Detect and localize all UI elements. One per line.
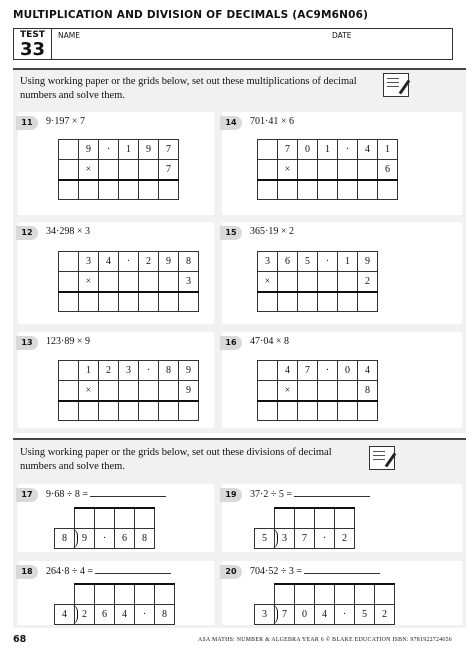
grid-cell[interactable] <box>318 292 338 312</box>
question-card-12 <box>18 222 214 324</box>
question-number: 14 <box>220 116 242 130</box>
grid-cell[interactable]: × <box>278 381 298 401</box>
answer-row <box>255 584 395 604</box>
question-card-15 <box>222 222 462 324</box>
grid-cell[interactable] <box>119 272 139 292</box>
dividend-cell: · <box>335 604 355 624</box>
answer-cell[interactable] <box>135 584 155 604</box>
dividend-cell: 7 <box>295 528 315 548</box>
working-grid[interactable] <box>58 360 199 421</box>
divisor-cell: 8 <box>55 528 75 548</box>
question-card-13 <box>18 332 214 428</box>
question-card-16 <box>222 332 462 428</box>
grid-cell[interactable] <box>79 401 99 421</box>
division-grid[interactable] <box>254 583 395 625</box>
answer-cell[interactable] <box>75 508 95 528</box>
question-number: 18 <box>16 565 38 579</box>
divisor-cell: 3 <box>255 604 275 624</box>
grid-cell[interactable] <box>358 180 378 200</box>
grid-cell[interactable] <box>318 381 338 401</box>
grid-cell[interactable] <box>159 401 179 421</box>
grid-cell[interactable] <box>59 381 79 401</box>
grid-cell[interactable]: 3 <box>179 272 199 292</box>
grid-cell[interactable] <box>139 272 159 292</box>
grid-cell[interactable] <box>298 401 318 421</box>
answer-line[interactable] <box>294 488 370 497</box>
grid-cell[interactable] <box>159 292 179 312</box>
question-text: 123·89 × 9 <box>46 336 90 347</box>
grid-row <box>258 160 398 180</box>
question-text <box>250 488 370 500</box>
question-number: 17 <box>16 488 38 502</box>
grid-row <box>258 361 378 381</box>
grid-cell[interactable] <box>99 160 119 180</box>
dividend-cell: · <box>135 604 155 624</box>
date-label: DATE <box>332 31 352 40</box>
question-card-17 <box>18 484 214 552</box>
grid-cell[interactable] <box>298 160 318 180</box>
question-number: 20 <box>220 565 242 579</box>
grid-cell[interactable] <box>59 252 79 272</box>
grid-cell[interactable]: 7 <box>159 160 179 180</box>
grid-row <box>258 401 378 421</box>
question-card-11 <box>18 112 214 215</box>
grid-cell[interactable]: 1 <box>79 361 99 381</box>
grid-cell[interactable] <box>179 401 199 421</box>
answer-row <box>255 508 355 528</box>
page-title: MULTIPLICATION AND DIVISION OF DECIMALS (AC9M6N06) <box>13 9 369 21</box>
grid-cell[interactable] <box>119 180 139 200</box>
grid-cell[interactable] <box>258 292 278 312</box>
grid-cell[interactable] <box>278 180 298 200</box>
grid-cell[interactable] <box>99 292 119 312</box>
answer-row <box>55 584 175 604</box>
grid-cell[interactable] <box>59 272 79 292</box>
grid-cell[interactable] <box>338 272 358 292</box>
grid-row <box>59 272 199 292</box>
grid-cell[interactable]: 7 <box>298 361 318 381</box>
question-expression: 264·8 ÷ 4 = <box>46 566 93 577</box>
grid-cell[interactable] <box>99 381 119 401</box>
grid-cell[interactable] <box>79 180 99 200</box>
grid-cell[interactable]: · <box>139 361 159 381</box>
test-number: 33 <box>19 39 46 60</box>
grid-row <box>59 401 199 421</box>
multiplication-instruction: Using working paper or the grids below, set out these multiplications of decimal numbers and solve them. <box>20 76 357 101</box>
grid-cell[interactable]: × <box>258 272 278 292</box>
grid-cell[interactable]: 9 <box>179 361 199 381</box>
grid-cell[interactable] <box>298 292 318 312</box>
question-text: 34·298 × 3 <box>46 226 90 237</box>
grid-row <box>258 381 378 401</box>
grid-cell[interactable]: 8 <box>358 381 378 401</box>
grid-cell[interactable] <box>59 361 79 381</box>
answer-cell[interactable] <box>295 584 315 604</box>
dividend-cell: 0 <box>295 604 315 624</box>
grid-cell[interactable]: 2 <box>358 272 378 292</box>
grid-cell[interactable]: 3 <box>119 361 139 381</box>
grid-cell[interactable]: 2 <box>139 252 159 272</box>
grid-cell[interactable] <box>99 180 119 200</box>
working-grid[interactable] <box>58 251 199 312</box>
grid-cell[interactable]: 7 <box>278 140 298 160</box>
answer-cell[interactable] <box>135 508 155 528</box>
grid-cell[interactable] <box>79 292 99 312</box>
dividend-row <box>55 604 175 624</box>
grid-row <box>59 180 179 200</box>
answer-cell[interactable] <box>95 508 115 528</box>
grid-cell[interactable]: 8 <box>179 252 199 272</box>
question-number: 12 <box>16 226 38 240</box>
question-text <box>46 488 166 500</box>
grid-cell[interactable]: 3 <box>79 252 99 272</box>
grid-cell[interactable] <box>139 292 159 312</box>
grid-cell[interactable]: 4 <box>358 140 378 160</box>
grid-cell[interactable] <box>179 292 199 312</box>
test-label: TEST <box>20 30 45 40</box>
grid-cell[interactable] <box>318 180 338 200</box>
grid-cell[interactable] <box>119 160 139 180</box>
grid-cell[interactable] <box>318 401 338 421</box>
grid-cell[interactable] <box>298 180 318 200</box>
working-grid[interactable] <box>257 139 398 200</box>
question-card-20 <box>222 561 462 625</box>
grid-cell[interactable]: 4 <box>278 361 298 381</box>
footer-credit: ASA MATHS: NUMBER & ALGEBRA YEAR 6 © BLAKE EDUCATION ISBN: 9781922724656 <box>198 637 452 643</box>
division-grid[interactable] <box>54 507 155 549</box>
question-text <box>250 565 380 577</box>
grid-cell[interactable] <box>139 160 159 180</box>
grid-cell[interactable]: 0 <box>338 361 358 381</box>
grid-cell[interactable]: · <box>338 140 358 160</box>
spacer-cell <box>255 508 275 528</box>
grid-cell[interactable] <box>318 272 338 292</box>
grid-cell[interactable] <box>358 160 378 180</box>
question-card-19 <box>222 484 462 552</box>
answer-cell[interactable] <box>335 584 355 604</box>
page-number: 68 <box>13 634 27 645</box>
dividend-cell: 2 <box>75 604 95 624</box>
name-date-bar <box>13 28 453 60</box>
division-grid[interactable] <box>54 583 175 625</box>
grid-cell[interactable] <box>258 401 278 421</box>
grid-cell[interactable]: × <box>79 160 99 180</box>
spacer-cell <box>55 584 75 604</box>
grid-row <box>258 252 378 272</box>
working-grid[interactable] <box>58 139 179 200</box>
dividend-cell: 6 <box>115 528 135 548</box>
grid-cell[interactable]: 4 <box>99 252 119 272</box>
grid-cell[interactable]: · <box>99 140 119 160</box>
dividend-cell: · <box>95 528 115 548</box>
answer-cell[interactable] <box>275 508 295 528</box>
grid-cell[interactable] <box>99 272 119 292</box>
grid-row <box>258 180 398 200</box>
grid-cell[interactable]: 1 <box>119 140 139 160</box>
grid-cell[interactable] <box>59 140 79 160</box>
grid-cell[interactable]: 7 <box>159 140 179 160</box>
dividend-cell: 9 <box>75 528 95 548</box>
dividend-cell: 4 <box>115 604 135 624</box>
grid-cell[interactable]: 9 <box>79 140 99 160</box>
grid-cell[interactable] <box>59 401 79 421</box>
grid-cell[interactable] <box>258 140 278 160</box>
grid-cell[interactable] <box>139 381 159 401</box>
grid-cell[interactable] <box>139 401 159 421</box>
dividend-cell: 8 <box>155 604 175 624</box>
grid-cell[interactable]: 5 <box>298 252 318 272</box>
grid-cell[interactable] <box>258 381 278 401</box>
divisor-cell: 5 <box>255 528 275 548</box>
working-grid[interactable] <box>257 360 378 421</box>
grid-cell[interactable] <box>59 160 79 180</box>
grid-cell[interactable] <box>159 381 179 401</box>
grid-cell[interactable] <box>358 292 378 312</box>
answer-cell[interactable] <box>155 584 175 604</box>
question-expression: 704·52 ÷ 3 = <box>250 566 302 577</box>
grid-cell[interactable] <box>278 401 298 421</box>
dividend-cell: 6 <box>95 604 115 624</box>
answer-cell[interactable] <box>275 584 295 604</box>
question-text: 701·41 × 6 <box>250 116 294 127</box>
grid-cell[interactable] <box>258 180 278 200</box>
grid-row <box>59 381 199 401</box>
grid-cell[interactable] <box>99 401 119 421</box>
answer-cell[interactable] <box>315 584 335 604</box>
grid-cell[interactable]: 0 <box>298 140 318 160</box>
grid-cell[interactable] <box>298 381 318 401</box>
answer-cell[interactable] <box>335 508 355 528</box>
grid-row <box>258 272 378 292</box>
question-expression: 9·68 ÷ 8 = <box>46 489 88 500</box>
grid-row <box>258 292 378 312</box>
grid-cell[interactable] <box>159 272 179 292</box>
dividend-cell: 5 <box>355 604 375 624</box>
grid-cell[interactable] <box>278 292 298 312</box>
dividend-cell: 3 <box>275 528 295 548</box>
question-number: 15 <box>220 226 242 240</box>
grid-row <box>59 361 199 381</box>
question-number: 13 <box>16 336 38 350</box>
answer-row <box>55 508 155 528</box>
grid-cell[interactable]: 9 <box>179 381 199 401</box>
grid-cell[interactable] <box>59 180 79 200</box>
grid-cell[interactable]: 9 <box>358 252 378 272</box>
grid-cell[interactable]: × <box>278 160 298 180</box>
grid-cell[interactable] <box>338 292 358 312</box>
question-card-14 <box>222 112 462 215</box>
grid-cell[interactable]: 6 <box>278 252 298 272</box>
grid-cell[interactable] <box>338 160 358 180</box>
name-label: NAME <box>58 31 80 40</box>
answer-cell[interactable] <box>375 584 395 604</box>
grid-cell[interactable]: 1 <box>378 140 398 160</box>
question-number: 11 <box>16 116 38 130</box>
test-badge <box>14 29 52 59</box>
grid-row <box>59 160 179 180</box>
grid-cell[interactable] <box>119 401 139 421</box>
grid-cell[interactable]: 2 <box>99 361 119 381</box>
grid-cell[interactable] <box>159 180 179 200</box>
grid-cell[interactable] <box>139 180 159 200</box>
division-grid[interactable] <box>254 507 355 549</box>
grid-cell[interactable]: · <box>119 252 139 272</box>
grid-cell[interactable] <box>298 272 318 292</box>
answer-line[interactable] <box>90 488 166 497</box>
dividend-cell: · <box>315 528 335 548</box>
grid-cell[interactable]: × <box>79 272 99 292</box>
answer-cell[interactable] <box>295 508 315 528</box>
grid-cell[interactable] <box>59 292 79 312</box>
dividend-row <box>255 528 355 548</box>
working-grid[interactable] <box>257 251 378 312</box>
answer-cell[interactable] <box>95 584 115 604</box>
grid-cell[interactable] <box>378 180 398 200</box>
grid-cell[interactable]: 3 <box>258 252 278 272</box>
grid-cell[interactable]: 8 <box>159 361 179 381</box>
answer-line[interactable] <box>304 565 380 574</box>
answer-cell[interactable] <box>355 584 375 604</box>
grid-cell[interactable] <box>258 361 278 381</box>
question-text <box>46 565 171 577</box>
grid-cell[interactable] <box>278 272 298 292</box>
grid-cell[interactable]: · <box>318 361 338 381</box>
grid-cell[interactable] <box>338 401 358 421</box>
grid-cell[interactable] <box>358 401 378 421</box>
working-paper-icon <box>369 446 395 470</box>
dividend-row <box>55 528 155 548</box>
divisor-cell: 4 <box>55 604 75 624</box>
grid-row <box>59 252 199 272</box>
question-text: 365·19 × 2 <box>250 226 294 237</box>
grid-row <box>59 140 179 160</box>
grid-cell[interactable]: 4 <box>358 361 378 381</box>
dividend-cell: 2 <box>335 528 355 548</box>
grid-cell[interactable] <box>318 160 338 180</box>
grid-cell[interactable]: 9 <box>139 140 159 160</box>
question-text: 9·197 × 7 <box>46 116 85 127</box>
grid-cell[interactable]: 9 <box>159 252 179 272</box>
question-number: 19 <box>220 488 242 502</box>
answer-cell[interactable] <box>75 584 95 604</box>
division-instruction: Using working paper or the grids below, set out these divisions of decimal numbers and solve them. <box>20 447 332 472</box>
answer-cell[interactable] <box>115 508 135 528</box>
grid-cell[interactable] <box>338 180 358 200</box>
dividend-cell: 7 <box>275 604 295 624</box>
spacer-cell <box>255 584 275 604</box>
dividend-row <box>255 604 395 624</box>
answer-cell[interactable] <box>115 584 135 604</box>
answer-cell[interactable] <box>315 508 335 528</box>
question-number: 16 <box>220 336 242 350</box>
grid-cell[interactable] <box>338 381 358 401</box>
question-card-18 <box>18 561 214 625</box>
answer-line[interactable] <box>95 565 171 574</box>
grid-cell[interactable] <box>119 292 139 312</box>
grid-row <box>59 292 199 312</box>
dividend-cell: 8 <box>135 528 155 548</box>
grid-cell[interactable] <box>119 381 139 401</box>
grid-row <box>258 140 398 160</box>
dividend-cell: 4 <box>315 604 335 624</box>
grid-cell[interactable]: · <box>318 252 338 272</box>
question-text: 47·04 × 8 <box>250 336 289 347</box>
working-paper-icon <box>383 73 409 97</box>
grid-cell[interactable]: × <box>79 381 99 401</box>
grid-cell[interactable]: 1 <box>338 252 358 272</box>
grid-cell[interactable]: 1 <box>318 140 338 160</box>
dividend-cell: 2 <box>375 604 395 624</box>
grid-cell[interactable] <box>258 160 278 180</box>
grid-cell[interactable]: 6 <box>378 160 398 180</box>
question-expression: 37·2 ÷ 5 = <box>250 489 292 500</box>
spacer-cell <box>55 508 75 528</box>
